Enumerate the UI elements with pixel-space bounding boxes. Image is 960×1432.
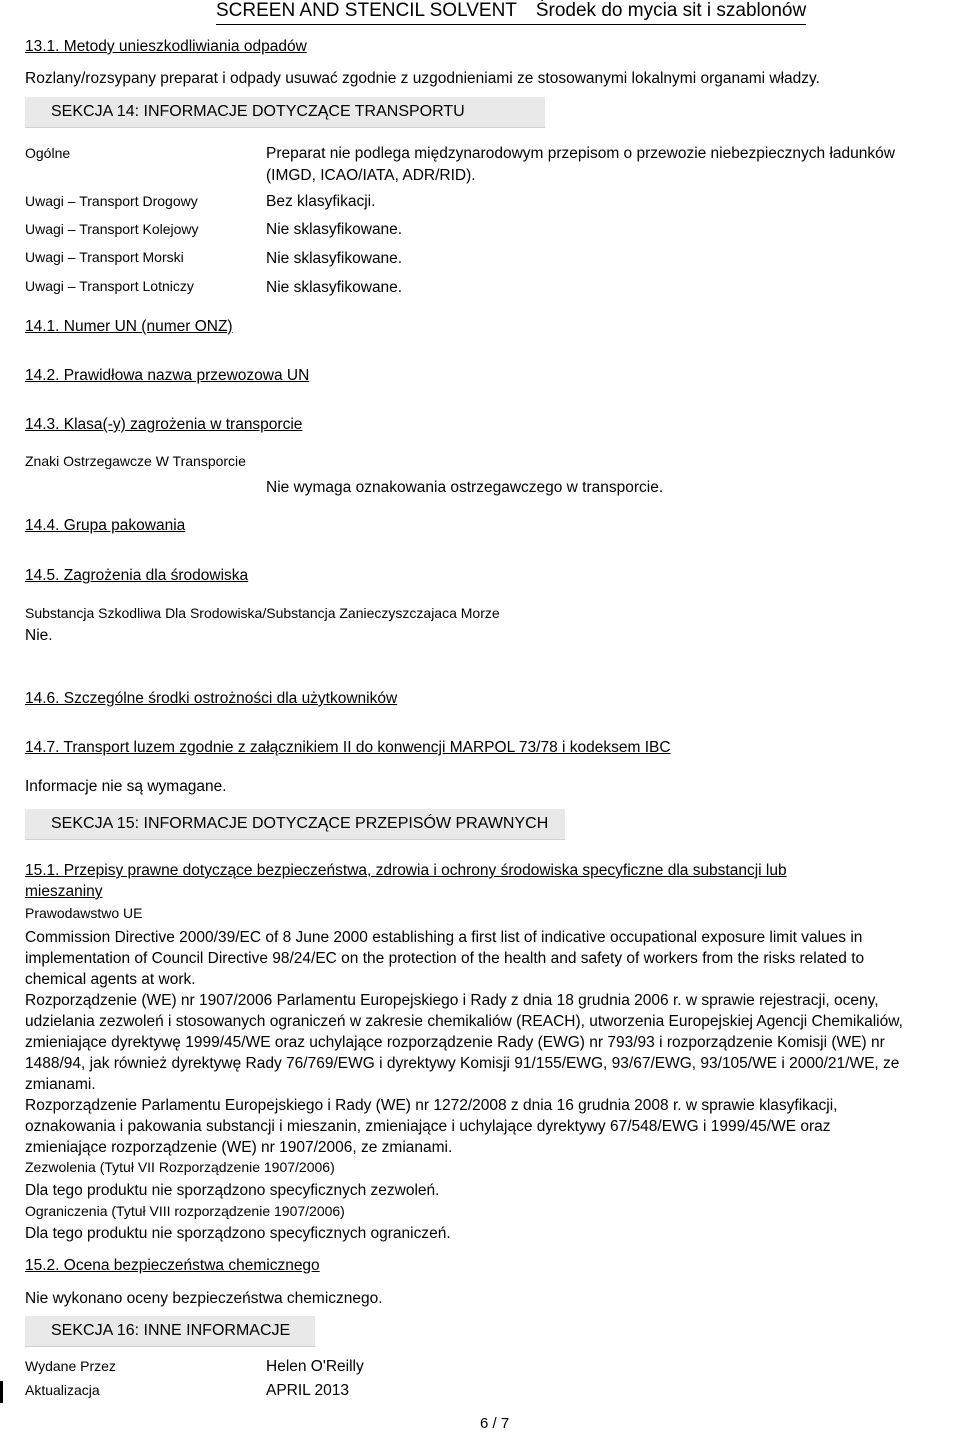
hazard-signs-label: Znaki Ostrzegawcze W Transporcie (25, 453, 246, 469)
reach-paragraph: Rozporządzenie (WE) nr 1907/2006 Parlamentu Europejskiego i Rady z dnia 18 grudnia 2006 r. w sprawie rejestracji, oceny, udzielania zezwoleń i stosowanych ograniczeń w zakresie chemikaliów (REACH), utworzenia Europejskiej Agencji Chemikaliów, zmieniające dyrektywę 1999/45/WE oraz uchylające rozporządzenie Rady (EWG) nr 793/93 i rozporządzenie Komisji (WE) nr 1488/94, jak również dyrektywę Rady 76/769/EWG i dyrektywy Komisji 91/155/EWG, 93/67/EWG, 93/105/WE i 2000/21/WE, ze zmianami. (25, 992, 903, 1093)
transport-label-rail: Uwagi – Transport Kolejowy (25, 221, 199, 237)
clp-paragraph: Rozporządzenie Parlamentu Europejskiego i Rady (WE) nr 1272/2008 z dnia 16 grudnia 2008 r. w sprawie klasyfikacji, oznakowania i pakowania substancji i mieszanin, zmieniające i uchylające dyrektywy 67/548/EWG i 1999/45/WE oraz zmieniające rozporządzenie (WE) nr 1907/2006, ze zmianami. (25, 1097, 838, 1156)
section-14-banner (25, 97, 545, 128)
restrictions-label: Ograniczenia (Tytuł VIII rozporządzenie 1907/2006) (25, 1203, 345, 1219)
heading-14-1: 14.1. Numer UN (numer ONZ) (25, 318, 233, 335)
section-15-title: SEKCJA 15: INFORMACJE DOTYCZĄCE PRZEPISÓW PRAWNYCH (51, 815, 549, 832)
transport-label-sea: Uwagi – Transport Morski (25, 249, 184, 265)
transport-value-rail: Nie sklasyfikowane. (266, 221, 403, 238)
section-16-title: SEKCJA 16: INNE INFORMACJE (51, 1322, 291, 1339)
product-name: SCREEN AND STENCIL SOLVENT (216, 0, 517, 21)
header-underline (216, 24, 806, 25)
heading-15-1-line1: 15.1. Przepisy prawne dotyczące bezpieczeństwa, zdrowia i ochrony środowiska specyficzne dla substancji lub (25, 862, 787, 879)
heading-14-4: 14.4. Grupa pakowania (25, 517, 186, 534)
issued-by-label: Wydane Przez (25, 1358, 116, 1374)
restrictions-text: Dla tego produktu nie sporządzono specyficznych ograniczeń. (25, 1225, 451, 1242)
hazard-signs-value: Nie wymaga oznakowania ostrzegawczego w transporcie. (266, 479, 664, 496)
page-number: 6 / 7 (480, 1415, 510, 1432)
revision-bar (0, 1381, 3, 1403)
transport-value-road: Bez klasyfikacji. (266, 193, 376, 210)
heading-14-2: 14.2. Prawidłowa nazwa przewozowa UN (25, 367, 310, 384)
chemical-safety-text: Nie wykonano oceny bezpieczeństwa chemicznego. (25, 1290, 383, 1307)
product-subtitle: Środek do mycia sit i szablonów (535, 0, 807, 21)
env-hazard-label: Substancja Szkodliwa Dla Srodowiska/Substancja Zanieczyszczajaca Morze (25, 605, 500, 621)
update-label: Aktualizacja (25, 1382, 100, 1398)
document-title (216, 0, 806, 22)
transport-value-sea: Nie sklasyfikowane. (266, 250, 403, 267)
heading-15-2: 15.2. Ocena bezpieczeństwa chemicznego (25, 1257, 320, 1274)
heading-14-6: 14.6. Szczególne środki ostrożności dla użytkowników (25, 690, 398, 707)
env-hazard-value: Nie. (25, 627, 53, 644)
eu-directive-paragraph: Commission Directive 2000/39/EC of 8 June 2000 establishing a first list of indicative occupational exposure limit values in implementation of Council Directive 98/24/EC on the protection of the health and safety of workers from the risks related to chemical agents at work. (25, 929, 865, 988)
transport-label-general: Ogólne (25, 145, 71, 161)
section-14-title: SEKCJA 14: INFORMACJE DOTYCZĄCE TRANSPORTU (51, 103, 465, 120)
eu-legislation-label: Prawodawstwo UE (25, 905, 143, 921)
issued-by-value: Helen O'Reilly (266, 1358, 364, 1375)
section-15-banner (25, 809, 565, 840)
heading-14-5: 14.5. Zagrożenia dla środowiska (25, 567, 249, 584)
transport-value-general-2: (IMGD, ICAO/IATA, ADR/RID). (266, 167, 476, 184)
update-value: APRIL 2013 (266, 1382, 350, 1399)
authorisation-text: Dla tego produktu nie sporządzono specyficznych zezwoleń. (25, 1182, 440, 1199)
heading-13-1: 13.1. Metody unieszkodliwiania odpadów (25, 38, 307, 55)
transport-label-road: Uwagi – Transport Drogowy (25, 193, 198, 209)
section-16-banner (25, 1316, 315, 1347)
waste-disposal-text: Rozlany/rozsypany preparat i odpady usuwać zgodnie z uzgodnieniami ze stosowanymi lokalnymi organami władzy. (25, 70, 820, 87)
authorisation-label: Zezwolenia (Tytuł VII Rozporządzenie 1907/2006) (25, 1159, 335, 1175)
transport-value-general: Preparat nie podlega międzynarodowym przepisom o przewozie niebezpiecznych ładunków (266, 145, 895, 162)
heading-14-7: 14.7. Transport luzem zgodnie z załącznikiem II do konwencji MARPOL 73/78 i kodeksem IBC (25, 739, 671, 756)
transport-value-air: Nie sklasyfikowane. (266, 279, 403, 296)
heading-15-1-line2: mieszaniny (25, 883, 103, 900)
transport-label-air: Uwagi – Transport Lotniczy (25, 278, 194, 294)
marpol-text: Informacje nie są wymagane. (25, 778, 227, 795)
heading-14-3: 14.3. Klasa(-y) zagrożenia w transporcie (25, 416, 303, 433)
